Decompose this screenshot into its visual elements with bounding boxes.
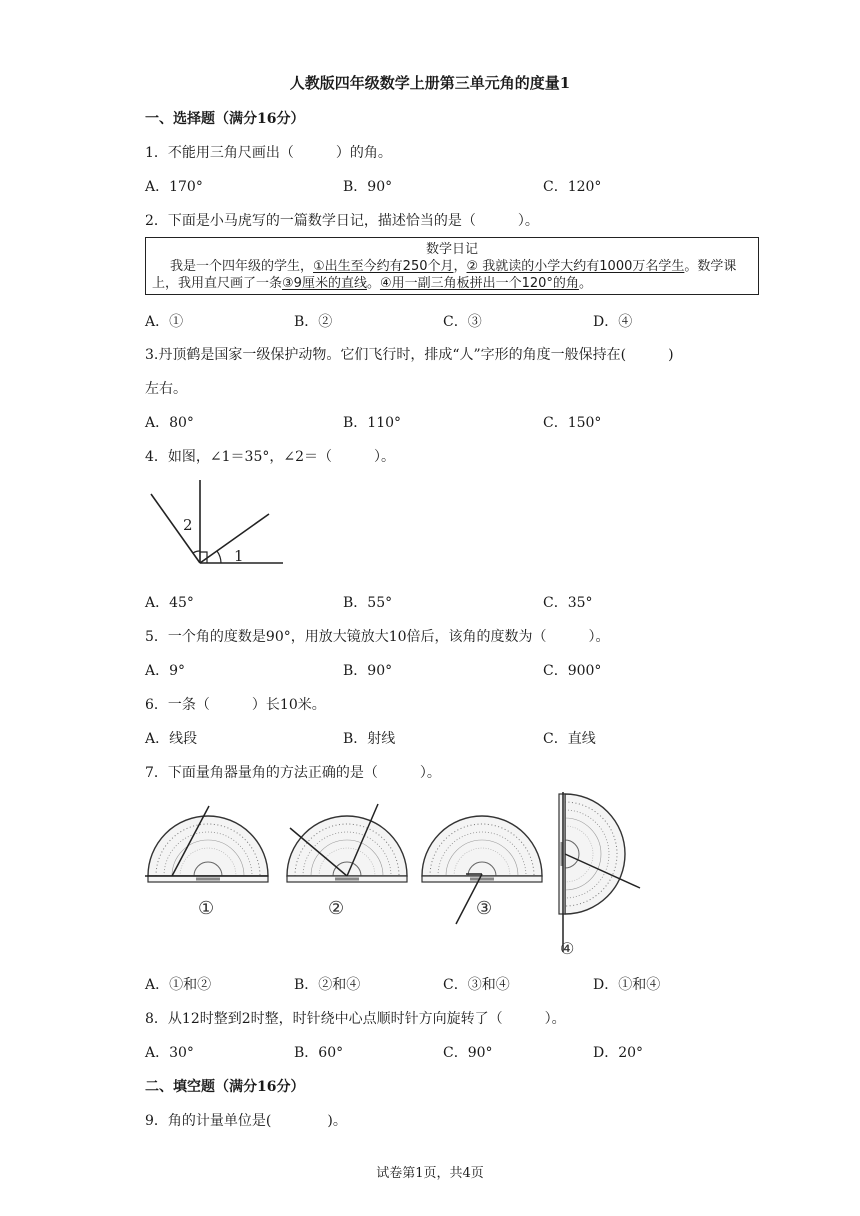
question-3-cont: 左右。 (145, 381, 187, 397)
q7-option-b: B．②和④ (294, 977, 361, 993)
diary-line-1: 我是一个四年级的学生，①出生至今约有250个月，② 我就读的小学大约有1000万名学生。数学课 (170, 259, 737, 274)
section-heading-choice: 一、选择题（满分16分） (145, 111, 305, 127)
question-5: 5．一个角的度数是90°，用放大镜放大10倍后，该角的度数为（ ）。 (145, 629, 610, 645)
q6-option-a: A．线段 (145, 731, 198, 747)
q5-option-c: C．900° (543, 663, 602, 679)
q8-option-b: B．60° (294, 1045, 344, 1061)
q4-option-a: A．45° (145, 595, 194, 611)
page-footer: 试卷第1页，共4页 (376, 1166, 484, 1181)
angle-figure (145, 474, 290, 569)
q8-option-a: A．30° (145, 1045, 194, 1061)
protractor-3-label: ③ (476, 898, 493, 919)
question-8: 8．从12时整到2时整，时针绕中心点顺时针方向旋转了（ ）。 (145, 1011, 566, 1027)
question-4: 4．如图，∠1＝35°，∠2＝（ ）。 (145, 449, 395, 465)
q8-option-c: C．90° (443, 1045, 493, 1061)
q2-option-b: B．② (294, 314, 333, 330)
question-7: 7．下面量角器量角的方法正确的是（ ）。 (145, 765, 441, 781)
q6-option-c: C．直线 (543, 731, 596, 747)
q6-option-b: B．射线 (343, 731, 396, 747)
q3-option-a: A．80° (145, 415, 194, 431)
diary-line-2: 上，我用直尺画了一条③9厘米的直线。④用一副三角板拼出一个120°的角。 (152, 276, 592, 291)
page-title: 人教版四年级数学上册第三单元角的度量1 (289, 74, 571, 92)
q2-option-c: C．③ (443, 314, 482, 330)
protractor-1-label: ① (198, 898, 215, 919)
q7-option-c: C．③和④ (443, 977, 510, 993)
protractor-figures (140, 790, 650, 960)
q4-option-b: B．55° (343, 595, 393, 611)
question-3: 3.丹顶鹤是国家一级保护动物。它们飞行时，排成“人”字形的角度一般保持在( ) (145, 347, 674, 363)
q1-option-a: A．170° (145, 179, 203, 195)
math-diary-box (145, 237, 759, 295)
q7-option-d: D．①和④ (593, 977, 661, 993)
q1-option-b: B．90° (343, 179, 393, 195)
angle-1-label: 1 (234, 547, 244, 565)
question-1: 1．不能用三角尺画出（ ）的角。 (145, 145, 392, 161)
protractor-4 (559, 792, 640, 952)
q2-option-d: D．④ (593, 314, 633, 330)
q5-option-b: B．90° (343, 663, 393, 679)
protractor-1 (145, 806, 268, 882)
q2-option-a: A．① (145, 314, 184, 330)
question-2: 2．下面是小马虎写的一篇数学日记，描述恰当的是（ ）。 (145, 213, 539, 229)
diary-title: 数学日记 (425, 242, 478, 257)
section-heading-fill: 二、填空题（满分16分） (145, 1079, 305, 1095)
q1-option-c: C．120° (543, 179, 602, 195)
q3-option-b: B．110° (343, 415, 402, 431)
q4-option-c: C．35° (543, 595, 593, 611)
q5-option-a: A．9° (145, 663, 186, 679)
angle-2-label: 2 (183, 516, 193, 534)
protractor-4-label: ④ (560, 939, 575, 958)
protractor-2 (287, 804, 407, 882)
q3-option-c: C．150° (543, 415, 602, 431)
q8-option-d: D．20° (593, 1045, 644, 1061)
question-6: 6．一条（ ）长10米。 (145, 697, 326, 713)
question-9: 9．角的计量单位是( )。 (145, 1113, 347, 1129)
protractor-2-label: ② (328, 898, 345, 919)
q7-option-a: A．①和② (145, 977, 212, 993)
